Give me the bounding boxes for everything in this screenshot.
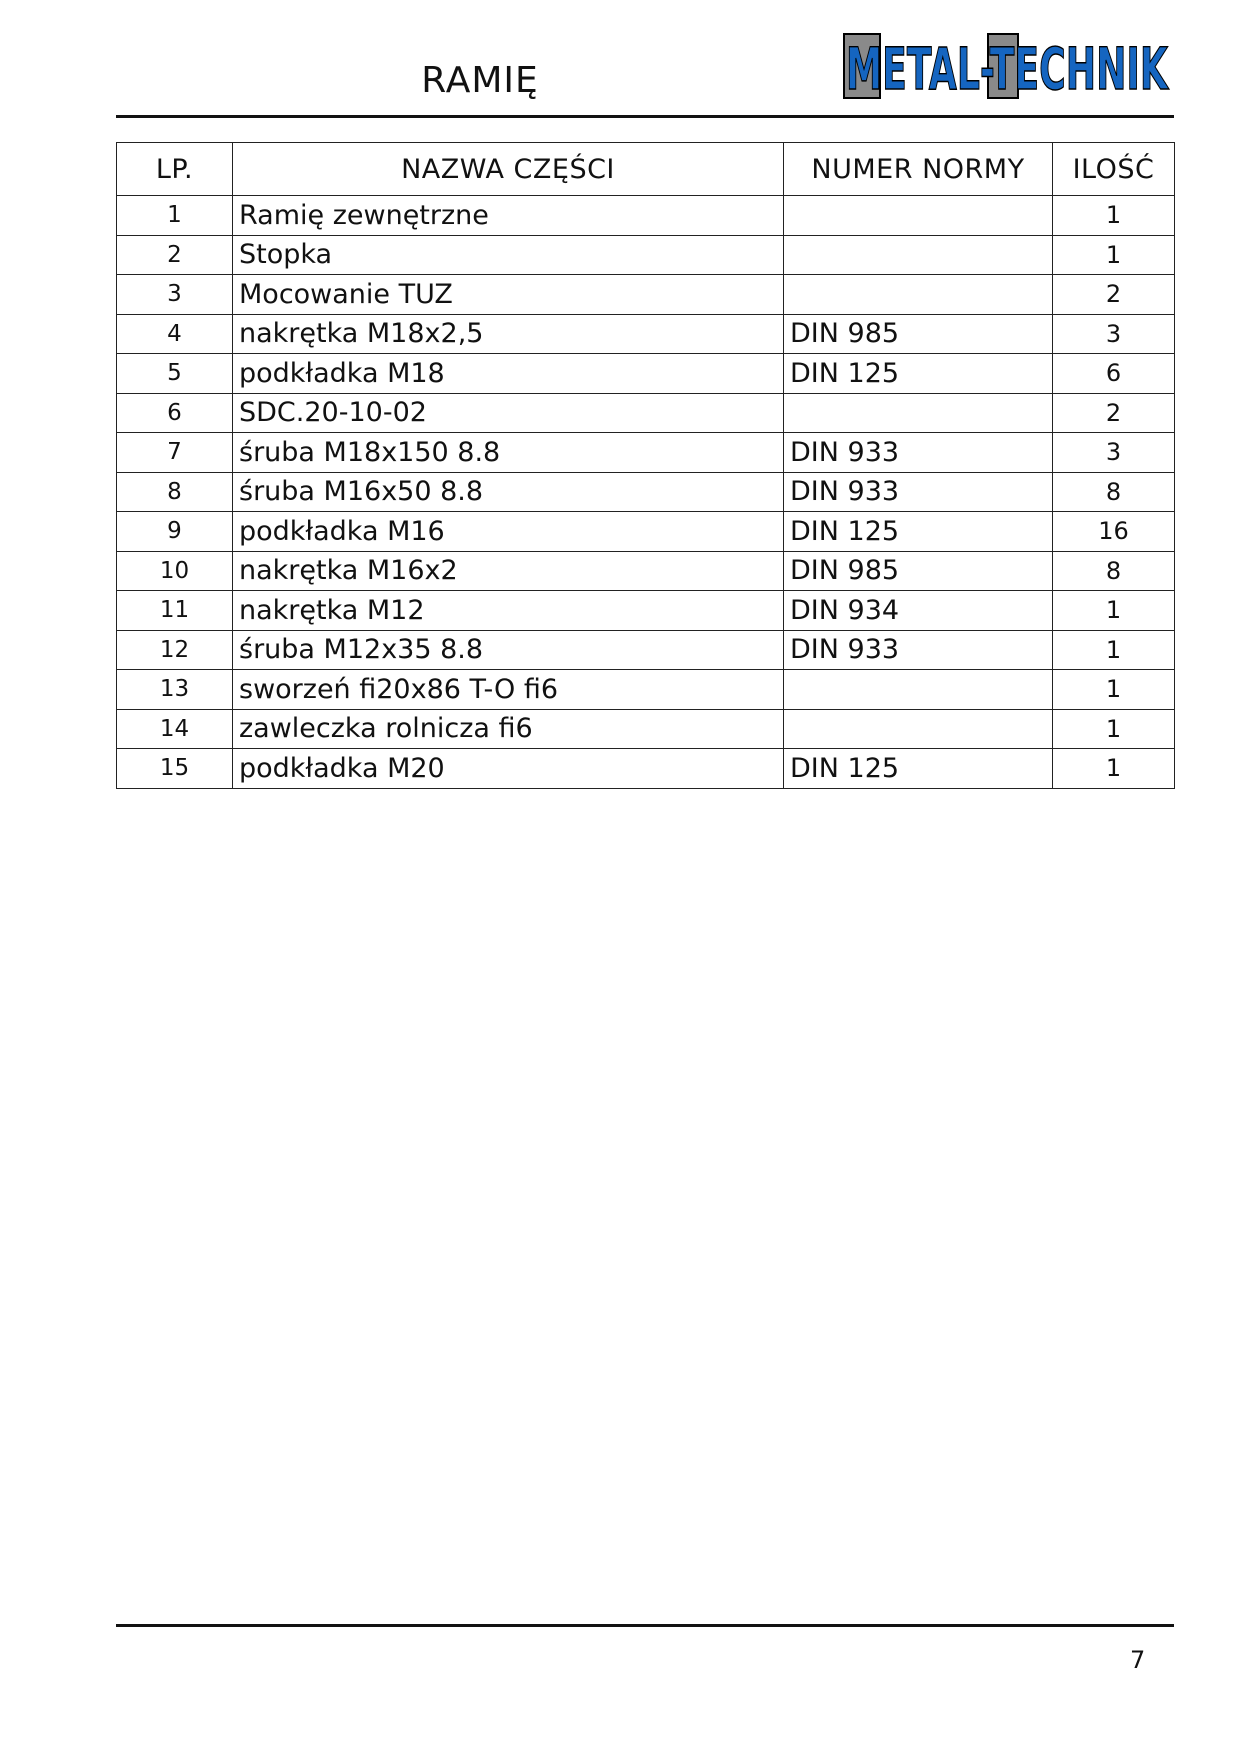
parts-table (116, 142, 1175, 789)
part-name: podkładka M20 (233, 749, 784, 789)
row-number: 9 (117, 512, 233, 552)
metal-technik-logo (842, 30, 1172, 102)
table-row (117, 512, 1175, 552)
quantity: 1 (1053, 709, 1175, 749)
quantity: 2 (1053, 393, 1175, 433)
quantity: 1 (1053, 591, 1175, 631)
part-name: podkładka M16 (233, 512, 784, 552)
norm-number: DIN 933 (784, 433, 1053, 473)
table-row (117, 709, 1175, 749)
quantity: 1 (1053, 630, 1175, 670)
table-row (117, 196, 1175, 236)
part-name: SDC.20-10-02 (233, 393, 784, 433)
norm-number (784, 275, 1053, 315)
svg-text:METAL-TECHNIK: METAL-TECHNIK (846, 35, 1170, 102)
norm-number (784, 670, 1053, 710)
column-header-qty: ILOŚĆ (1053, 143, 1175, 196)
table-row (117, 275, 1175, 315)
row-number: 1 (117, 196, 233, 236)
part-name: Mocowanie TUZ (233, 275, 784, 315)
table-row (117, 551, 1175, 591)
part-name: podkładka M18 (233, 354, 784, 394)
column-header-norm: NUMER NORMY (784, 143, 1053, 196)
column-header-lp: LP. (117, 143, 233, 196)
row-number: 2 (117, 235, 233, 275)
row-number: 8 (117, 472, 233, 512)
page-title: RAMIĘ (421, 60, 539, 101)
quantity: 8 (1053, 472, 1175, 512)
part-name: śruba M18x150 8.8 (233, 433, 784, 473)
norm-number: DIN 125 (784, 354, 1053, 394)
part-name: śruba M12x35 8.8 (233, 630, 784, 670)
row-number: 15 (117, 749, 233, 789)
table-row (117, 354, 1175, 394)
part-name: nakrętka M18x2,5 (233, 314, 784, 354)
norm-number (784, 709, 1053, 749)
table-row (117, 314, 1175, 354)
row-number: 6 (117, 393, 233, 433)
table-row (117, 433, 1175, 473)
norm-number: DIN 985 (784, 551, 1053, 591)
part-name: Ramię zewnętrzne (233, 196, 784, 236)
table-row (117, 393, 1175, 433)
row-number: 14 (117, 709, 233, 749)
norm-number (784, 196, 1053, 236)
column-header-name: NAZWA CZĘŚCI (233, 143, 784, 196)
table-row (117, 235, 1175, 275)
page-number: 7 (1130, 1646, 1146, 1674)
part-name: nakrętka M16x2 (233, 551, 784, 591)
header-rule (116, 115, 1174, 118)
table-row (117, 670, 1175, 710)
quantity: 1 (1053, 196, 1175, 236)
row-number: 11 (117, 591, 233, 631)
table-row (117, 591, 1175, 631)
row-number: 13 (117, 670, 233, 710)
quantity: 8 (1053, 551, 1175, 591)
quantity: 3 (1053, 314, 1175, 354)
quantity: 1 (1053, 235, 1175, 275)
quantity: 6 (1053, 354, 1175, 394)
norm-number (784, 393, 1053, 433)
quantity: 2 (1053, 275, 1175, 315)
table-header-row (117, 143, 1175, 196)
row-number: 10 (117, 551, 233, 591)
norm-number (784, 235, 1053, 275)
part-name: śruba M16x50 8.8 (233, 472, 784, 512)
table-row (117, 630, 1175, 670)
table-row (117, 472, 1175, 512)
quantity: 1 (1053, 670, 1175, 710)
row-number: 7 (117, 433, 233, 473)
row-number: 4 (117, 314, 233, 354)
norm-number: DIN 933 (784, 630, 1053, 670)
row-number: 5 (117, 354, 233, 394)
norm-number: DIN 125 (784, 749, 1053, 789)
footer-rule (116, 1624, 1174, 1627)
quantity: 16 (1053, 512, 1175, 552)
norm-number: DIN 934 (784, 591, 1053, 631)
norm-number: DIN 985 (784, 314, 1053, 354)
part-name: Stopka (233, 235, 784, 275)
quantity: 1 (1053, 749, 1175, 789)
part-name: zawleczka rolnicza fi6 (233, 709, 784, 749)
row-number: 3 (117, 275, 233, 315)
parts-table-body (117, 196, 1175, 789)
quantity: 3 (1053, 433, 1175, 473)
norm-number: DIN 125 (784, 512, 1053, 552)
row-number: 12 (117, 630, 233, 670)
part-name: nakrętka M12 (233, 591, 784, 631)
norm-number: DIN 933 (784, 472, 1053, 512)
table-row (117, 749, 1175, 789)
part-name: sworzeń fi20x86 T-O fi6 (233, 670, 784, 710)
